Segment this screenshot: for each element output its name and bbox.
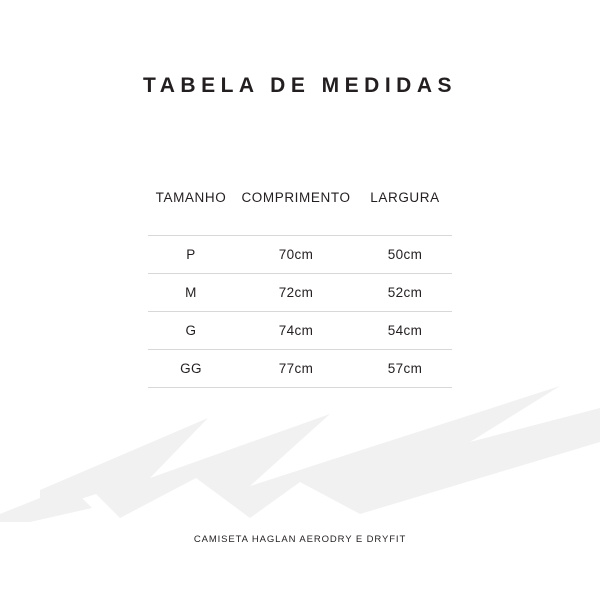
size-table bbox=[148, 190, 452, 388]
cell-length: 70cm bbox=[234, 236, 358, 274]
cell-size: GG bbox=[148, 350, 234, 388]
cell-length: 74cm bbox=[234, 312, 358, 350]
cell-width: 52cm bbox=[358, 274, 452, 312]
cell-size: M bbox=[148, 274, 234, 312]
column-header-width: LARGURA bbox=[370, 190, 440, 205]
cell-length: 77cm bbox=[234, 350, 358, 388]
page-title: TABELA DE MEDIDAS bbox=[143, 74, 457, 97]
column-header-size: TAMANHO bbox=[155, 190, 227, 205]
size-table-container bbox=[148, 190, 452, 388]
cell-width: 50cm bbox=[358, 236, 452, 274]
cell-length: 72cm bbox=[234, 274, 358, 312]
cell-size: P bbox=[148, 236, 234, 274]
cell-size: G bbox=[148, 312, 234, 350]
table-header-row bbox=[148, 190, 452, 236]
product-footnote: CAMISETA HAGLAN AERODRY E DRYFIT bbox=[193, 534, 407, 545]
table-row bbox=[148, 274, 452, 312]
size-table-body bbox=[148, 236, 452, 388]
table-row bbox=[148, 236, 452, 274]
size-table-head bbox=[148, 190, 452, 236]
column-header-length: COMPRIMENTO bbox=[241, 190, 351, 205]
table-row bbox=[148, 350, 452, 388]
cell-width: 54cm bbox=[358, 312, 452, 350]
cell-width: 57cm bbox=[358, 350, 452, 388]
table-row bbox=[148, 312, 452, 350]
